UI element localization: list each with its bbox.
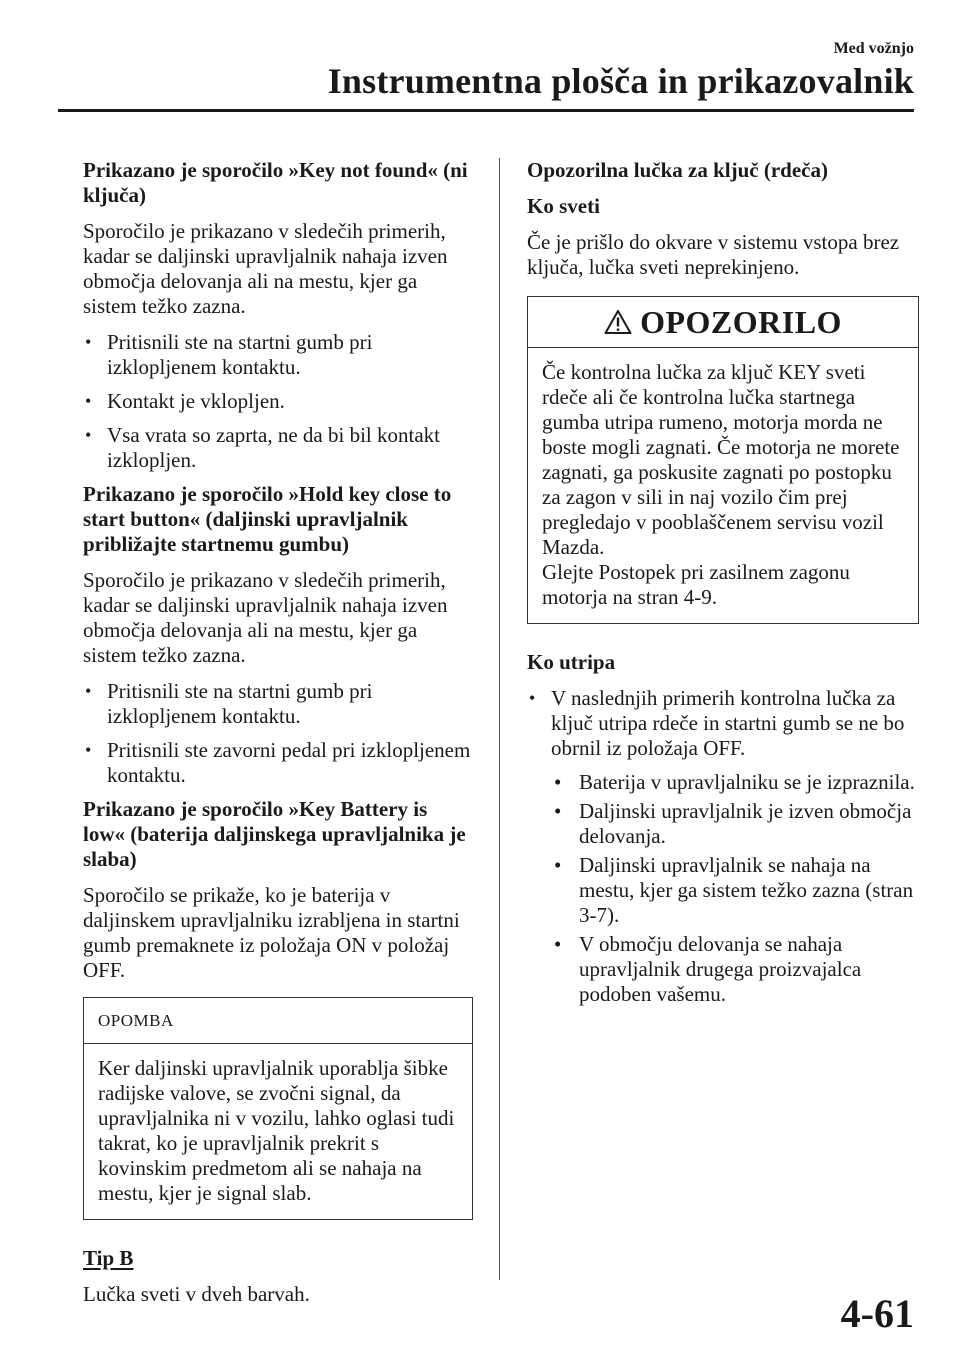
list-item <box>83 738 473 788</box>
sub-list-item-text: V območju delovanja se nahaja upravljalnik drugega proizvajalca podoben vašemu. <box>579 932 862 1006</box>
bullet-icon: • <box>554 770 562 794</box>
warning-text-reference: Glejte Postopek pri zasilnem zagonu motorja na stran 4-9. <box>542 560 850 609</box>
paragraph: Sporočilo je prikazano v sledečih primerih, kadar se daljinski upravljalnik nahaja izven območja delovanja ali na mestu, kjer ga sistem težko zazna. <box>83 568 448 667</box>
sub-list-item <box>527 853 919 928</box>
paragraph: Sporočilo je prikazano v sledečih primerih, kadar se daljinski upravljalnik nahaja izven območja delovanja ali na mestu, kjer ga sistem težko zazna. <box>83 219 448 318</box>
warning-title: OPOZORILO <box>640 303 842 340</box>
warning-header <box>528 297 918 348</box>
tip-heading: Tip B <box>83 1246 134 1270</box>
heading-key-not-found: Prikazano je sporočilo »Key not found« (ni ključa) <box>83 158 468 207</box>
bullet-icon: • <box>85 425 92 445</box>
warning-box <box>527 296 919 624</box>
bullet-icon: • <box>554 799 562 823</box>
bullet-icon: • <box>554 932 562 956</box>
bullet-icon: • <box>529 688 536 708</box>
list-item <box>83 389 473 414</box>
column-divider <box>499 158 500 1280</box>
list-item-text: Pritisnili ste zavorni pedal pri izklopljenem kontaktu. <box>107 738 471 787</box>
list-item <box>83 330 473 380</box>
section-label: Med vožnjo <box>833 40 914 57</box>
heading-key-warning-light: Opozorilna lučka za ključ (rdeča) <box>527 158 828 182</box>
page-number: 4-61 <box>840 1291 914 1336</box>
header-rule <box>58 109 914 112</box>
page-title: Instrumentna plošča in prikazovalnik <box>327 61 914 101</box>
bullet-icon: • <box>85 391 92 411</box>
note-title: OPOMBA <box>84 998 472 1044</box>
bullet-icon: • <box>85 332 92 352</box>
bullet-icon: • <box>85 740 92 760</box>
sub-list-item <box>527 799 919 849</box>
warning-text-main: Če kontrolna lučka za ključ KEY sveti rdeče ali če kontrolna lučka startnega gumba utripa rumeno, motorja morda ne boste mogli zagnati. Če motorja ne morete zagnati, ga poskusite zagnati po postopku za zagon v sili in naj vozilo čim prej pregledajo v pooblaščenem servisu vozil Mazda. <box>542 360 900 559</box>
heading-key-battery-low: Prikazano je sporočilo »Key Battery is low« (baterija daljinskega upravljalnika je slaba) <box>83 797 466 871</box>
list-item <box>83 423 473 473</box>
warning-text <box>528 348 918 623</box>
sub-list-item-text: Daljinski upravljalnik se nahaja na mestu, kjer ga sistem težko zazna (stran 3-7). <box>579 853 914 927</box>
list-item <box>527 686 919 761</box>
list-item-text: Vsa vrata so zaprta, ne da bi bil kontakt izklopljen. <box>107 423 440 472</box>
paragraph: Sporočilo se prikaže, ko je baterija v daljinskem upravljalniku izrabljena in startni gumb premaknete iz položaja ON v položaj OFF. <box>83 883 460 982</box>
list-item-text: Pritisnili ste na startni gumb pri izklopljenem kontaktu. <box>107 330 373 379</box>
note-text: Ker daljinski upravljalnik uporablja šibke radijske valove, se zvočni signal, da upravljalnika ni v vozilu, lahko oglasi tudi takrat, ko je upravljalnik prekrit s kovinskim predmetom ali se nahaja na mestu, kjer je signal slab. <box>98 1056 455 1205</box>
heading-hold-key-close: Prikazano je sporočilo »Hold key close to start button« (daljinski upravljalnik približajte startnemu gumbu) <box>83 482 452 556</box>
left-column <box>83 158 473 1318</box>
list-item-text: Kontakt je vklopljen. <box>107 389 285 413</box>
heading-when-lit: Ko sveti <box>527 194 600 218</box>
list-item <box>83 679 473 729</box>
right-column <box>527 158 919 1011</box>
note-box <box>83 997 473 1220</box>
bullet-icon: • <box>85 681 92 701</box>
warning-triangle-icon <box>604 309 632 335</box>
list-item-text: V naslednjih primerih kontrolna lučka za ključ utripa rdeče in startni gumb se ne bo obrnil iz položaja OFF. <box>551 686 905 760</box>
sub-list-item-text: Daljinski upravljalnik je izven območja delovanja. <box>579 799 912 848</box>
paragraph: Če je prišlo do okvare v sistemu vstopa brez ključa, lučka sveti neprekinjeno. <box>527 230 900 279</box>
bullet-icon: • <box>554 853 562 877</box>
paragraph: Lučka sveti v dveh barvah. <box>83 1282 310 1306</box>
sub-list-item-text: Baterija v upravljalniku se je izpraznila. <box>579 770 915 794</box>
sub-list-item <box>527 770 919 795</box>
heading-when-flashing: Ko utripa <box>527 650 616 674</box>
list-item-text: Pritisnili ste na startni gumb pri izklopljenem kontaktu. <box>107 679 373 728</box>
sub-list-item <box>527 932 919 1007</box>
